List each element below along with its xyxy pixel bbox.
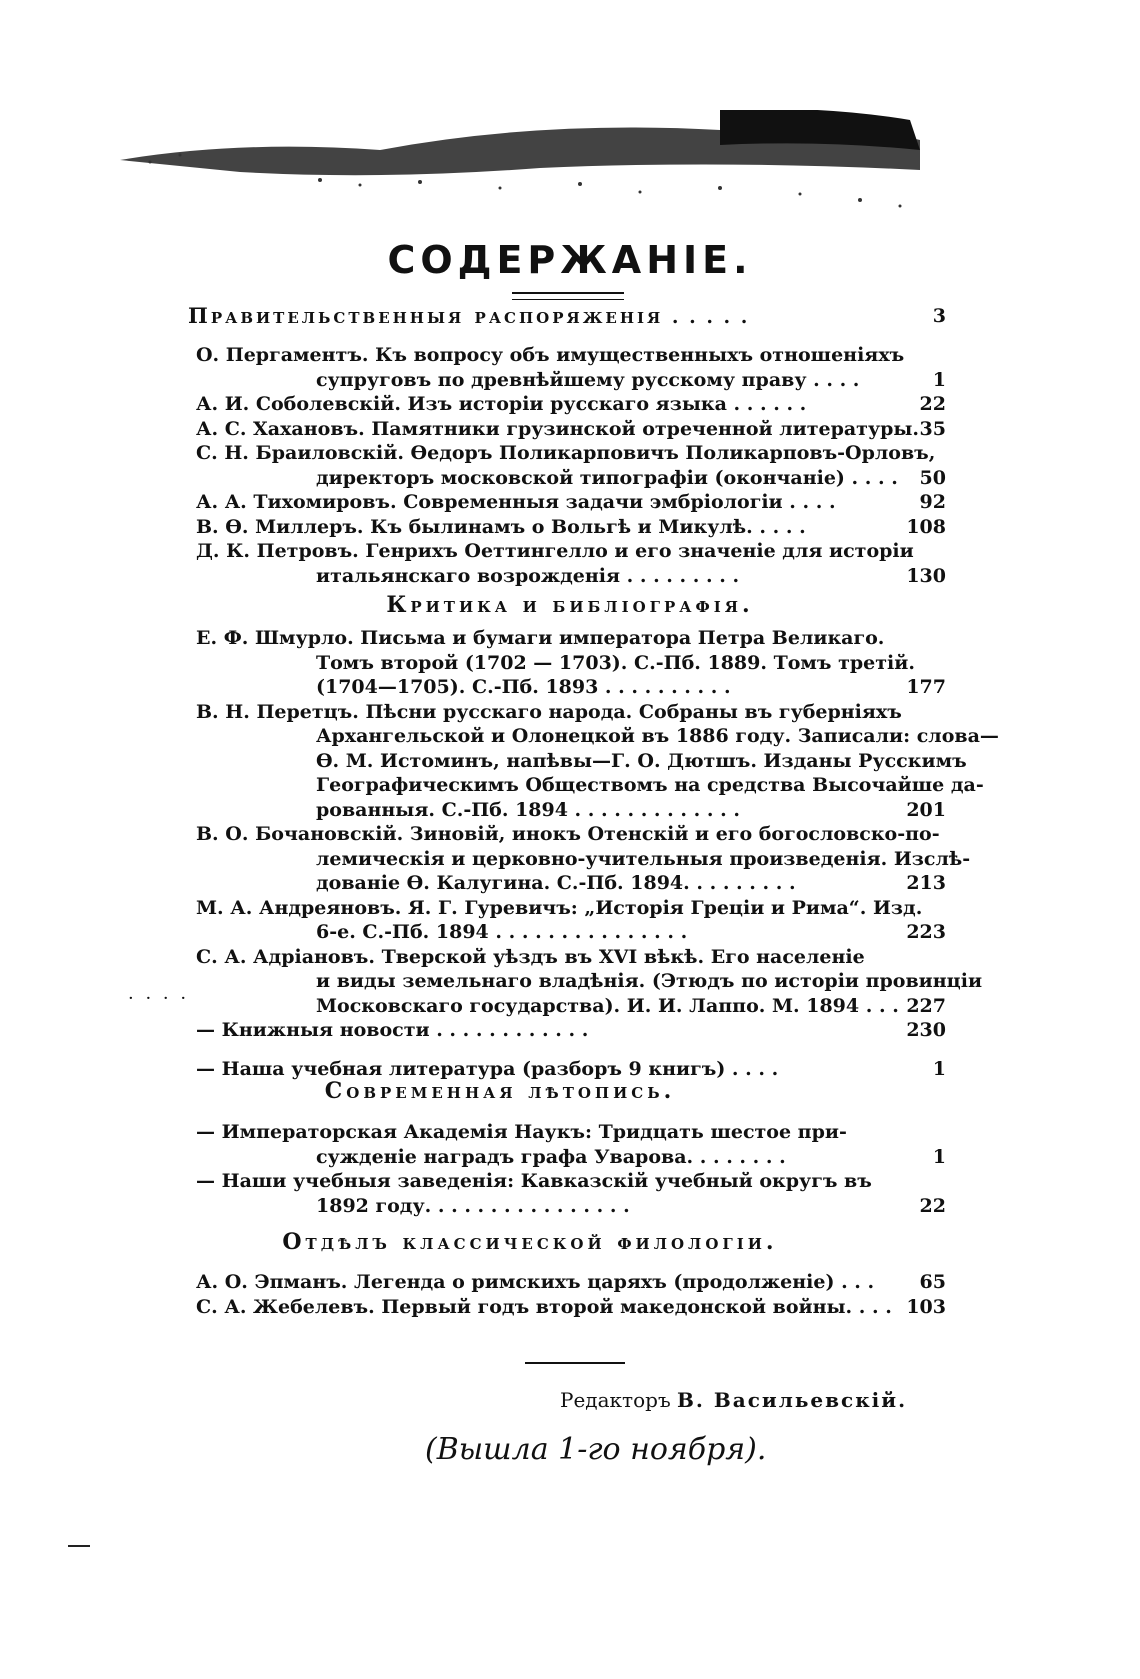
toc-entry <box>196 1169 946 1193</box>
toc-entry-page: 22 <box>919 393 946 415</box>
toc-entry-continuation <box>196 920 946 944</box>
toc-entry-text: М. А. Андреяновъ. Я. Г. Гуревичъ: „Исторія Греціи и Рима“. Изд. <box>196 896 923 919</box>
toc-entry-page: 1 <box>932 1145 946 1168</box>
margin-mark: · · · · <box>128 988 190 1009</box>
section-gov-page: 3 <box>932 305 946 327</box>
toc-entry-page: 223 <box>906 921 946 943</box>
toc-entry-text: — Наша учебная литература (разборъ 9 книгъ) . . . . <box>196 1057 779 1080</box>
toc-entry-continuation <box>196 368 946 392</box>
section-gov: Правительственныя распоряженія . . . . . 3 <box>188 303 946 328</box>
toc-entry-text: Томъ второй (1702 — 1703). С.-Пб. 1889. Томъ третій. <box>316 651 915 674</box>
toc-entry-text: С. А. Жебелевъ. Первый годъ второй македонской войны. . . . <box>196 1295 892 1318</box>
toc-entry-text: (1704—1705). С.-Пб. 1893 . . . . . . . . . . <box>316 676 731 698</box>
toc-entry-text: — Императорская Академія Наукъ: Тридцать шестое при- <box>196 1121 847 1143</box>
toc-entry-text: — Наши учебныя заведенія: Кавказскій учебный округъ въ <box>196 1170 872 1192</box>
toc-entry-text: В. Н. Перетцъ. Пѣсни русскаго народа. Собраны въ губерніяхъ <box>196 700 902 723</box>
toc-entry-text: лемическія и церковно-учительныя произведенія. Изслѣ- <box>316 847 971 870</box>
toc-entry-continuation <box>196 847 971 871</box>
toc-entry <box>196 1270 946 1294</box>
editor-rule <box>525 1362 625 1364</box>
title-rule <box>512 292 624 300</box>
toc-entry <box>196 515 946 539</box>
toc-entry-text: А. О. Эпманъ. Легенда о римскихъ царяхъ (продолженіе) . . . <box>196 1271 875 1293</box>
toc-entry-text: директоръ московской типографіи (окончаніе) . . . . <box>316 466 898 489</box>
toc-entry <box>196 896 946 920</box>
toc-entry-text: Д. К. Петровъ. Генрихъ Оеттингелло и его значеніе для исторіи <box>196 540 914 562</box>
section-chronicle: Современная лѣтопись. <box>324 1078 676 1104</box>
toc-entry-text: Московскаго государства). И. И. Лаппо. М. 1894 . . . <box>316 994 899 1017</box>
toc-entry-text: рованныя. С.-Пб. 1894 . . . . . . . . . . . . . <box>316 798 740 821</box>
page-title: СОДЕРЖАНІЕ. <box>387 238 753 282</box>
toc-entry-text: Ѳ. М. Истоминъ, напѣвы—Г. О. Дютшъ. Изданы Русскимъ <box>316 749 967 772</box>
section-gov-label: Правительственныя распоряженія <box>188 303 664 328</box>
toc-entry <box>196 490 946 514</box>
toc-entry-page: 1 <box>932 368 946 391</box>
toc-entry-continuation <box>196 773 984 797</box>
toc-entry-text: сужденіе наградъ графа Уварова. . . . . . . . <box>316 1145 786 1168</box>
handwritten-note: (Вышла 1-го ноября). <box>425 1432 767 1467</box>
toc-entry-text: В. Ѳ. Миллеръ. Къ былинамъ о Вольгѣ и Микулѣ. . . . . <box>196 515 806 538</box>
toc-entry-continuation <box>196 969 983 993</box>
editor-name: В. Васильевскій. <box>677 1388 908 1412</box>
toc-entry-text: А. И. Соболевскій. Изъ исторіи русскаго языка . . . . . . <box>196 393 807 415</box>
toc-entry-page: 108 <box>906 515 946 538</box>
decorative-vignette <box>120 110 960 240</box>
toc-entry-continuation <box>196 675 946 699</box>
toc-entry <box>196 822 946 846</box>
toc-entry <box>196 1120 946 1144</box>
toc-entry-text: А. А. Тихомировъ. Современныя задачи эмбріологіи . . . . <box>196 491 836 513</box>
editor-label: Редакторъ <box>560 1388 671 1412</box>
section-critique: Критика и библіографія. <box>386 592 754 618</box>
toc-entry <box>196 392 946 416</box>
toc-entry-text: — Книжныя новости . . . . . . . . . . . . <box>196 1019 589 1041</box>
toc-entry-text: Географическимъ Обществомъ на средства Высочайше да- <box>316 774 984 796</box>
toc-entry-text: 6-е. С.-Пб. 1894 . . . . . . . . . . . . . . . <box>316 921 688 943</box>
toc-entry-continuation <box>196 1145 946 1169</box>
toc-entry-page: 201 <box>906 798 946 821</box>
toc-entry-continuation <box>196 798 946 822</box>
toc-entry-page: 35 <box>919 417 946 440</box>
margin-dash <box>68 1545 90 1547</box>
toc-entry <box>196 539 946 563</box>
toc-entry-continuation <box>196 466 946 490</box>
toc-entry-page: 103 <box>906 1295 946 1318</box>
toc-entry-page: 130 <box>906 564 946 587</box>
toc-entry-text: итальянскаго возрожденія . . . . . . . . . <box>316 564 740 587</box>
editor-line <box>560 1388 907 1412</box>
toc-entry-text: С. Н. Браиловскій. Ѳедоръ Поликарповичъ Поликарповъ-Орловъ, <box>196 442 936 464</box>
toc-entry <box>196 441 946 465</box>
toc-entry-text: В. О. Бочановскій. Зиновій, инокъ Отенскій и его богословско-по- <box>196 823 940 845</box>
toc-entry-text: Архангельской и Олонецкой въ 1886 году. Записали: слова— <box>316 725 999 747</box>
toc-entry-text: дованіе Ѳ. Калугина. С.-Пб. 1894. . . . . . . . . <box>316 872 796 894</box>
toc-entry-page: 50 <box>919 466 946 489</box>
toc-entry-page: 92 <box>919 491 946 513</box>
toc-entry-continuation <box>196 564 946 588</box>
section-classic: Отдѣлъ классической филологіи. <box>282 1229 778 1255</box>
toc-entry-continuation <box>196 994 946 1018</box>
toc-entry-text: С. А. Адріановъ. Тверской уѣздъ въ XVI вѣкѣ. Его населеніе <box>196 945 865 968</box>
toc-entry-page: 22 <box>919 1194 946 1217</box>
toc-entry-continuation <box>196 724 999 748</box>
toc-entry <box>196 1018 946 1042</box>
toc-entry <box>196 626 946 650</box>
toc-entry-page: 227 <box>906 994 946 1017</box>
toc-entry-continuation <box>196 1194 946 1218</box>
toc-entry-page: 177 <box>906 676 946 698</box>
toc-entry-text: Е. Ф. Шмурло. Письма и бумаги императора Петра Великаго. <box>196 627 885 649</box>
toc-entry-continuation <box>196 651 946 675</box>
toc-entry-continuation <box>196 871 946 895</box>
toc-entry-page: 230 <box>906 1019 946 1041</box>
toc-entry-text: 1892 году. . . . . . . . . . . . . . . . <box>316 1194 630 1217</box>
toc-entry <box>196 945 946 969</box>
toc-entry-text: супруговъ по древнѣйшему русскому праву . . . . <box>316 368 860 391</box>
toc-entry-text: и виды земельнаго владѣнія. (Этюдъ по исторіи провинціи <box>316 970 983 992</box>
toc-entry-page: 65 <box>919 1271 946 1293</box>
toc-entry <box>196 1295 946 1319</box>
toc-entry <box>196 417 946 441</box>
toc-entry-page: 213 <box>906 872 946 894</box>
toc-entry-page: 1 <box>932 1057 946 1080</box>
toc-entry-text: О. Пергаментъ. Къ вопросу объ имущественныхъ отношеніяхъ <box>196 344 905 366</box>
toc-entry <box>196 700 946 724</box>
toc-entry-continuation <box>196 749 967 773</box>
toc-entry-text: А. С. Хахановъ. Памятники грузинской отреченной литературы. <box>196 417 920 440</box>
toc-entry <box>196 343 946 367</box>
toc-entry <box>196 1057 946 1081</box>
